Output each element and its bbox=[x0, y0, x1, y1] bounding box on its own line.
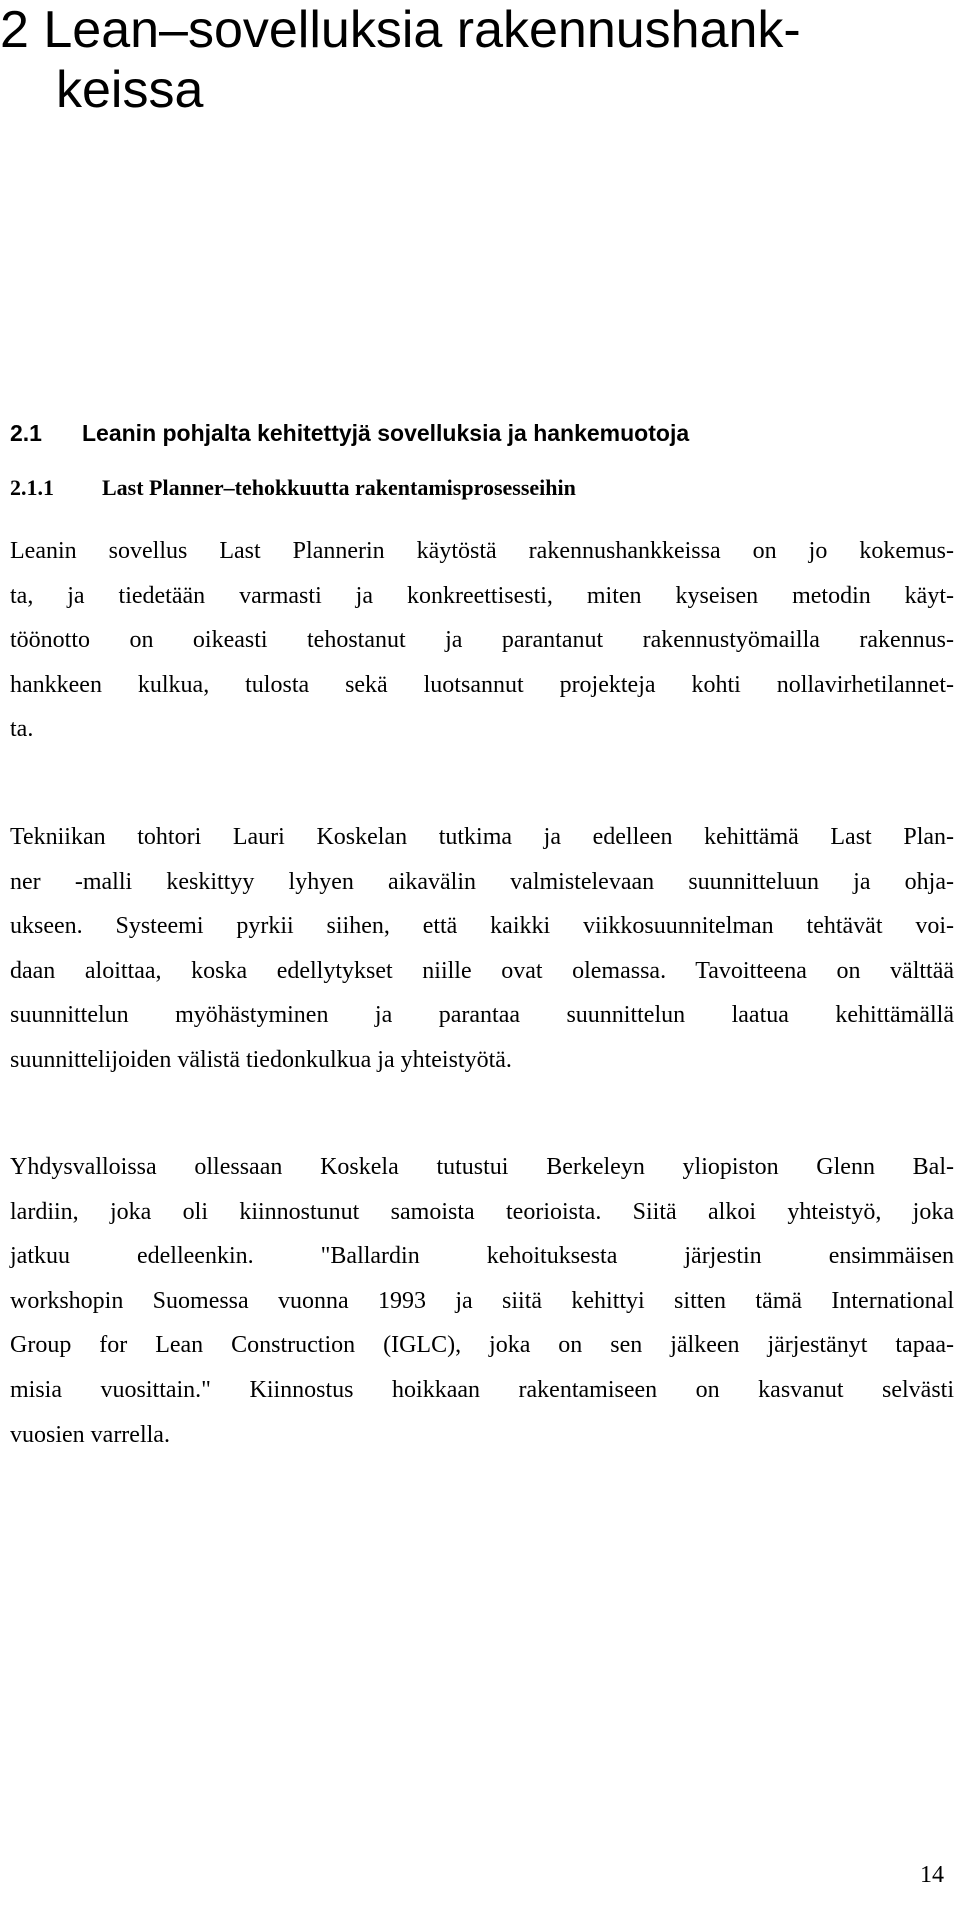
paragraph-line: workshopin Suomessa vuonna 1993 ja siitä kehittyi sitten tämä International bbox=[10, 1287, 954, 1314]
paragraph-line: lardiin, joka oli kiinnostunut samoista teorioista. Siitä alkoi yhteistyö, joka bbox=[10, 1198, 954, 1225]
paragraph-line: ta, ja tiedetään varmasti ja konkreettisesti, miten kyseisen metodin käyt- bbox=[10, 582, 954, 609]
subsection-number: 2.1.1 bbox=[10, 475, 54, 500]
section-title-text: Leanin pohjalta kehitettyjä sovelluksia ja hankemuotoja bbox=[82, 420, 690, 446]
chapter-title-line: 2 Lean–sovelluksia rakennushank- bbox=[0, 1, 801, 59]
paragraph-line: töönotto on oikeasti tehostanut ja parantanut rakennustyömailla rakennus- bbox=[10, 627, 954, 654]
body-paragraph bbox=[10, 1145, 954, 1457]
paragraph-line: hankkeen kulkua, tulosta sekä luotsannut projekteja kohti nollavirhetilannet- bbox=[10, 671, 954, 698]
section-number: 2.1 bbox=[10, 420, 42, 446]
paragraph-line: daan aloittaa, koska edellytykset niille ovat olemassa. Tavoitteena on välttää bbox=[10, 957, 954, 984]
paragraph-line: suunnittelijoiden välistä tiedonkulkua ja yhteistyötä. bbox=[10, 1046, 512, 1073]
subsection-title-text: Last Planner–tehokkuutta rakentamisprosesseihin bbox=[102, 475, 576, 500]
paragraph-line: misia vuosittain." Kiinnostus hoikkaan rakentamiseen on kasvanut selvästi bbox=[10, 1376, 954, 1403]
paragraph-line: ner -malli keskittyy lyhyen aikavälin valmistelevaan suunnitteluun ja ohja- bbox=[10, 868, 954, 895]
paragraph-line: ta. bbox=[10, 716, 34, 743]
paragraph-line: jatkuu edelleenkin. "Ballardin kehoituksesta järjestin ensimmäisen bbox=[10, 1243, 954, 1270]
body-paragraph bbox=[10, 529, 954, 752]
chapter-title bbox=[0, 0, 950, 120]
paragraph-line: vuosien varrella. bbox=[10, 1421, 170, 1448]
subsection-heading bbox=[10, 473, 576, 503]
paragraph-line: suunnittelun myöhästyminen ja parantaa suunnittelun laatua kehittämällä bbox=[10, 1002, 954, 1029]
paragraph-line: Leanin sovellus Last Plannerin käytöstä rakennushankkeissa on jo kokemus- bbox=[10, 538, 954, 564]
paragraph-line: ukseen. Systeemi pyrkii siihen, että kaikki viikkosuunnitelman tehtävät voi- bbox=[10, 913, 954, 940]
chapter-title-line: keissa bbox=[56, 61, 204, 119]
paragraph-line: Group for Lean Construction (IGLC), joka on sen jälkeen järjestänyt tapaa- bbox=[10, 1332, 954, 1359]
page-number: 14 bbox=[920, 1862, 944, 1888]
body-paragraph bbox=[10, 815, 954, 1083]
section-heading bbox=[10, 418, 689, 448]
paragraph-line: Yhdysvalloissa ollessaan Koskela tutustui Berkeleyn yliopiston Glenn Bal- bbox=[10, 1154, 954, 1180]
paragraph-line: Tekniikan tohtori Lauri Koskelan tutkima ja edelleen kehittämä Last Plan- bbox=[10, 824, 954, 850]
